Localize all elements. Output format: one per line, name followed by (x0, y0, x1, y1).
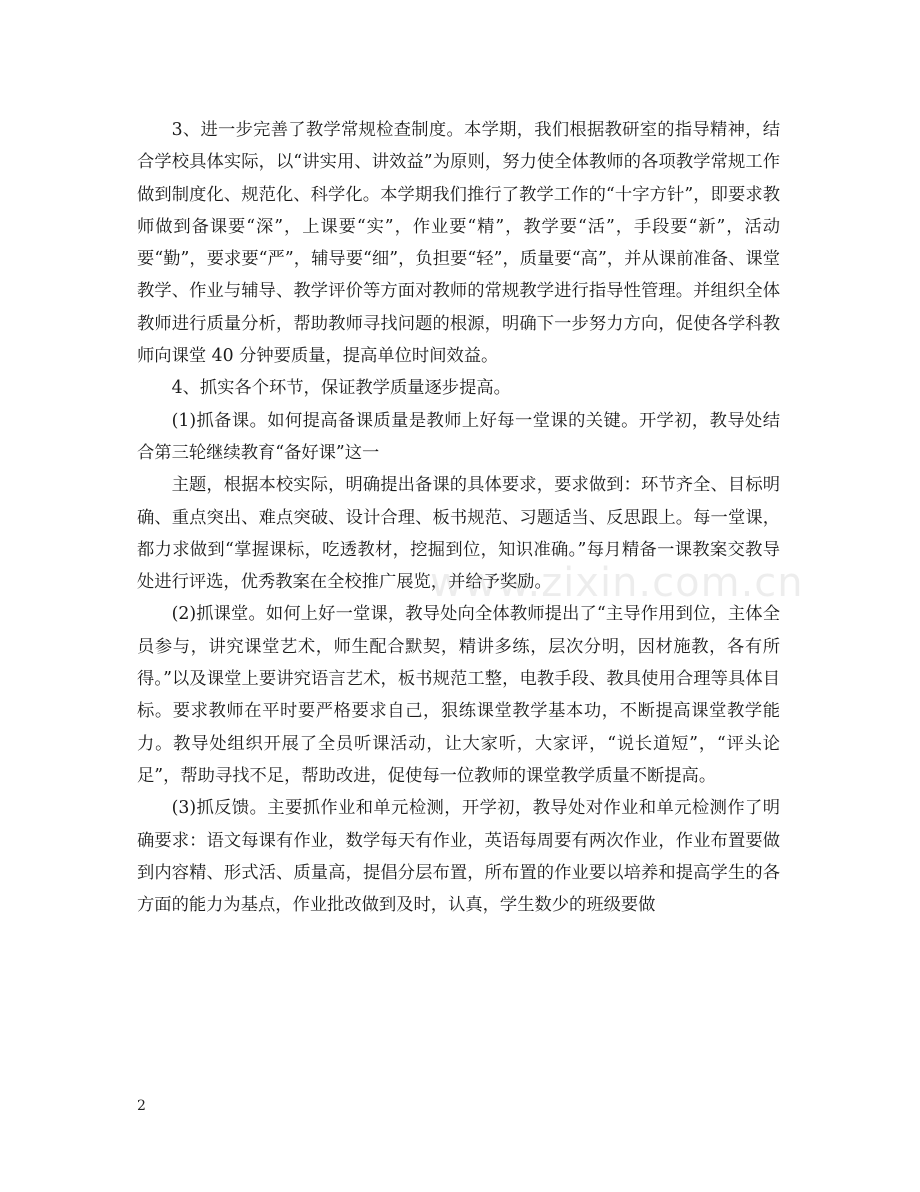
paragraph-lesson-prep-cont: 主题，根据本校实际，明确提出备课的具体要求，要求做到：环节齐全、目标明确、重点突出、难点突破、设计合理、板书规范、习题适当、反思跟上。每一堂课，都力求做到“掌握课标，吃透教材，挖掘到位，知识准确。”每月精备一课教案交教导处进行评选，优秀教案在全校推广展览，并给予奖励。 (137, 475, 780, 593)
document-body (137, 114, 780, 921)
paragraph-item-3: 3、进一步完善了教学常规检查制度。本学期，我们根据教研室的指导精神，结合学校具体实际，以“讲实用、讲效益”为原则，努力使全体教师的各项教学常规工作做到制度化、规范化、科学化。本学期我们推行了教学工作的“十字方针”，即要求教师做到备课要“深”，上课要“实”，作业要“精”，教学要“活”，手段要“新”，活动要“勤”，要求要“严”，辅导要“细”，负担要“轻”，质量要“高”，并从课前准备、课堂教学、作业与辅导、教学评价等方面对教师的常规教学进行指导性管理。并组织全体教师进行质量分析，帮助教师寻找问题的根源，明确下一步努力方向，促使各学科教师向课堂 40 分钟要质量，提高单位时间效益。 (137, 120, 780, 367)
page-number: 2 (137, 1098, 146, 1114)
paragraph-feedback: (3)抓反馈。主要抓作业和单元检测，开学初，教导处对作业和单元检测作了明确要求：语文每课有作业，数学每天有作业，英语每周要有两次作业，作业布置要做到内容精、形式活、质量高，提倡分层布置，所布置的作业要以培养和提高学生的各方面的能力为基点，作业批改做到及时，认真，学生数少的班级要做 (137, 798, 780, 916)
paragraph-classroom: (2)抓课堂。如何上好一堂课，教导处向全体教师提出了“主导作用到位，主体全员参与，讲究课堂艺术，师生配合默契，精讲多练，层次分明，因材施教，各有所得。”以及课堂上要讲究语言艺术，板书规范工整，电教手段、教具使用合理等具体目标。要求教师在平时要严格要求自己，狠练课堂教学基本功，不断提高课堂教学能力。教导处组织开展了全员听课活动，让大家听，大家评，“说长道短”，“评头论足”，帮助寻找不足，帮助改进，促使每一位教师的课堂教学质量不断提高。 (137, 604, 780, 786)
watermark-text: www.zixin.com.cn (430, 560, 804, 606)
paragraph-item-4: 4、抓实各个环节，保证教学质量逐步提高。 (171, 378, 511, 399)
paragraph-lesson-prep: (1)抓备课。如何提高备课质量是教师上好每一堂课的关键。开学初，教导处结合第三轮继续教育“备好课”这一 (137, 410, 780, 463)
